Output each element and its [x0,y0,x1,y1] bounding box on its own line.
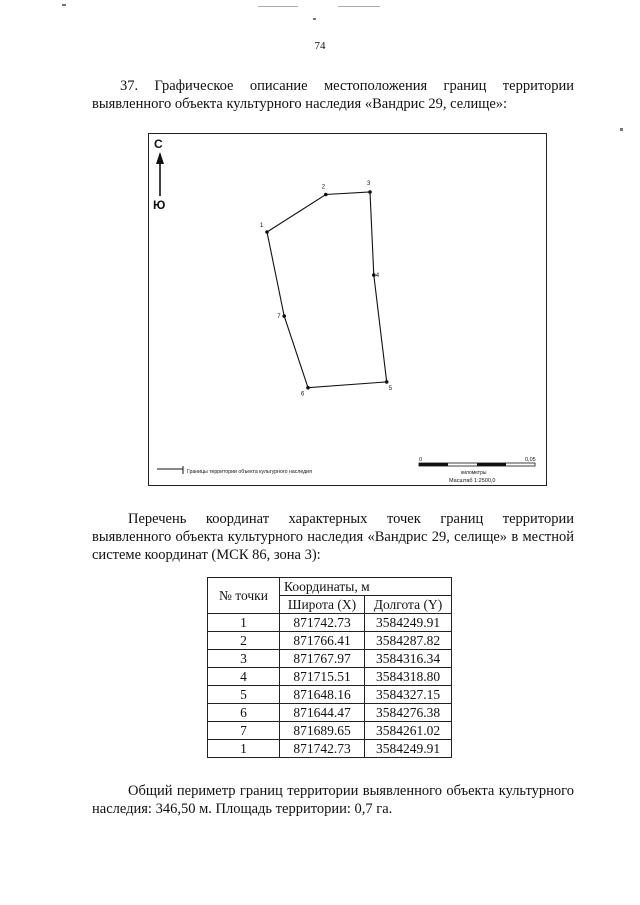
table-row [208,614,452,632]
lat-cell: 871715.51 [280,668,365,686]
boundary-point-label: 7 [277,314,281,321]
scan-speck [620,128,623,131]
section-heading [92,77,574,113]
summary-paragraph [92,782,574,818]
legend-text: Границы территории объекта культурного наследия [187,469,312,475]
point-cell: 1 [208,740,280,758]
header-coords: Координаты, м [280,578,452,596]
scan-speck [313,18,316,20]
boundary-point-marker [385,380,389,384]
table-row [208,740,452,758]
lon-cell: 3584276.38 [365,704,452,722]
lat-cell: 871648.16 [280,686,365,704]
point-cell: 6 [208,704,280,722]
scale-unit-label: километры [461,470,487,476]
table-header-row [208,578,452,596]
header-point: № точки [208,578,280,614]
coordinates-intro [92,510,574,564]
scale-bar [419,457,536,484]
south-label: Ю [153,198,166,212]
table-row [208,650,452,668]
table-row [208,668,452,686]
lon-cell: 3584318.80 [365,668,452,686]
boundary-line [267,192,387,388]
lon-cell: 3584261.02 [365,722,452,740]
table-row [208,704,452,722]
intro-text: Перечень координат характерных точек границ территории выявленного объекта культурного наследия «Вандрис 29, селище» в местной системе координат (МСК 86, зона 3): [92,511,574,563]
lat-cell: 871767.97 [280,650,365,668]
north-arrow-icon [156,152,164,196]
heading-item-number: 37. [120,78,139,94]
boundary-point-marker [265,230,269,234]
coordinates-table [207,577,452,758]
boundary-map-canvas [149,134,546,485]
scan-speck [338,6,380,7]
header-lon: Долгота (Y) [365,596,452,614]
summary-text: Общий периметр границ территории выявленного объекта культурного наследия: 346,50 м. Площадь территории: 0,7 га. [92,783,574,817]
boundary-point-label: 6 [301,391,305,398]
scan-speck [258,6,298,7]
header-lat: Широта (X) [280,596,365,614]
map-legend [157,466,312,475]
lon-cell: 3584316.34 [365,650,452,668]
boundary-point-label: 5 [388,385,393,392]
lon-cell: 3584327.15 [365,686,452,704]
boundary-point-label: 2 [321,184,326,191]
boundary-point-label: 4 [375,273,380,280]
north-label: С [154,137,163,151]
lat-cell: 871742.73 [280,614,365,632]
boundary-map [148,133,547,486]
page-number: 74 [314,40,326,52]
lat-cell: 871644.47 [280,704,365,722]
lat-cell: 871689.65 [280,722,365,740]
boundary-point-label: 3 [367,181,371,187]
lon-cell: 3584287.82 [365,632,452,650]
heading-text: Графическое описание местоположения границ территории выявленного объекта культурного наследия «Вандрис 29, селище»: [92,78,574,112]
table-row [208,632,452,650]
table-row [208,686,452,704]
boundary-point-marker [368,190,372,194]
scale-start-label: 0 [419,457,423,463]
lat-cell: 871742.73 [280,740,365,758]
point-cell: 3 [208,650,280,668]
boundary-point-label: 1 [260,223,264,229]
scale-text: Масштаб 1:2500,0 [449,478,496,484]
boundary-point-marker [324,193,328,197]
point-cell: 1 [208,614,280,632]
lat-cell: 871766.41 [280,632,365,650]
point-cell: 2 [208,632,280,650]
point-cell: 5 [208,686,280,704]
table-row [208,722,452,740]
scan-speck [62,4,66,6]
point-cell: 7 [208,722,280,740]
boundary-point-marker [282,314,286,318]
lon-cell: 3584249.91 [365,614,452,632]
lon-cell: 3584249.91 [365,740,452,758]
point-cell: 4 [208,668,280,686]
scale-end-label: 0,05 [525,457,536,463]
boundary-point-marker [306,386,310,390]
